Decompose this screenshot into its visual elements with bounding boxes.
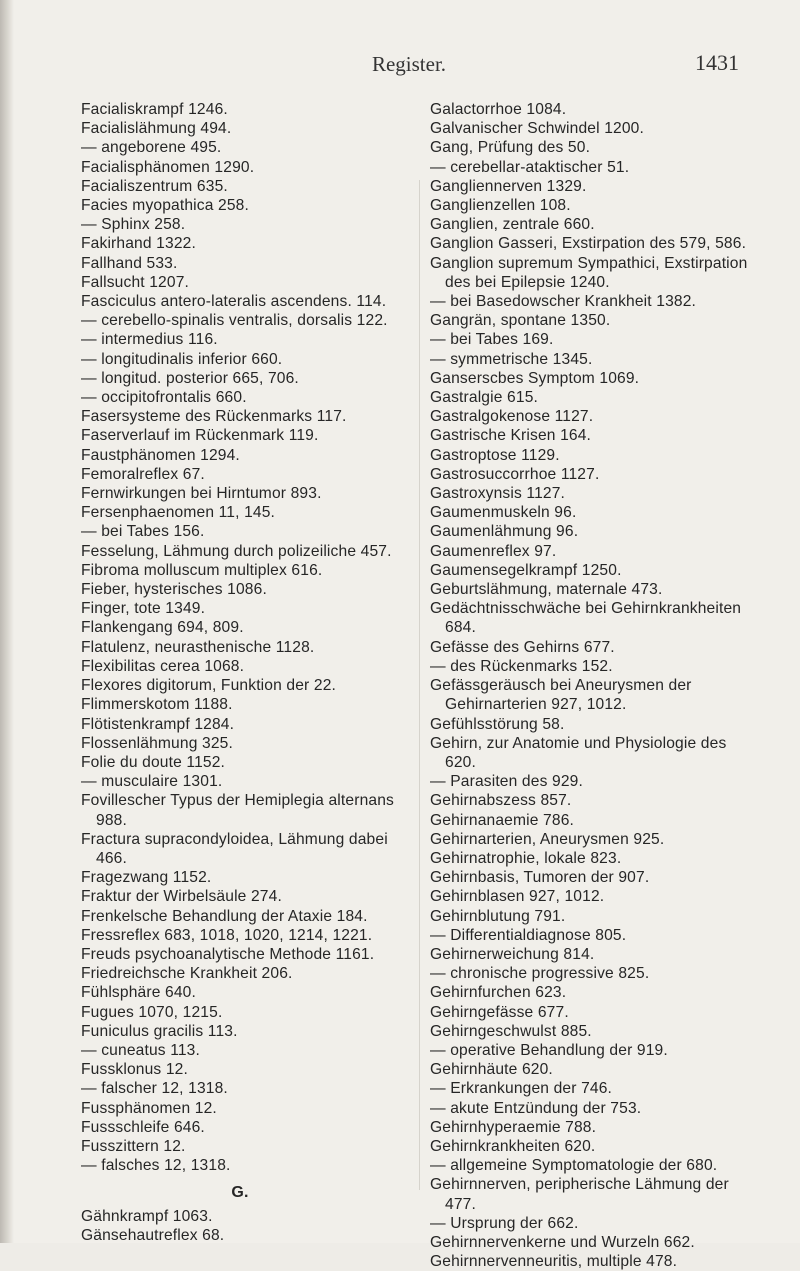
index-column-left <box>81 100 399 1245</box>
index-entry: Fallhand 533. <box>81 254 178 272</box>
index-entry: Finger, tote 1349. <box>81 600 206 618</box>
index-entry: Facialiskrampf 1246. <box>81 101 228 118</box>
index-entry: Flossenlähmung 325. <box>81 734 233 752</box>
index-entry: — cerebellar-ataktischer 51. <box>430 158 630 176</box>
index-entry: — allgemeine Symptomatologie der 680. <box>430 1157 718 1175</box>
index-entry: Faserverlauf im Rückenmark 119. <box>81 427 319 445</box>
section-letter: G. <box>231 1184 249 1202</box>
index-entry: Gefässe des Gehirns 677. <box>430 638 615 656</box>
index-entry: Geburtslähmung, maternale 473. <box>430 581 663 599</box>
index-entry: Gastroptose 1129. <box>430 446 560 464</box>
index-entry: — falscher 12, 1318. <box>81 1080 228 1098</box>
index-entry: Freuds psychoanalytische Methode 1161. <box>81 945 375 963</box>
index-entry: Gänsehautreflex 68. <box>81 1226 225 1244</box>
index-entry: Gehirnatrophie, lokale 823. <box>430 849 622 867</box>
index-entry: Femoralreflex 67. <box>81 465 205 483</box>
index-entry: — Sphinx 258. <box>81 216 186 234</box>
right-entries-list <box>430 100 748 1271</box>
index-entry: Fersenphaenomen 11, 145. <box>81 504 276 522</box>
index-entry: Gähnkrampf 1063. <box>81 1207 213 1225</box>
index-entry: Gaumensegelkrampf 1250. <box>430 561 622 579</box>
index-entry: Flimmerskotom 1188. <box>81 696 233 714</box>
index-entry: — Parasiten des 929. <box>430 773 583 791</box>
index-entry: Flankengang 694, 809. <box>81 619 244 637</box>
index-entry: Gangrän, spontane 1350. <box>430 312 611 330</box>
index-entry: — bei Tabes 156. <box>81 523 205 541</box>
index-entry: Ganserscbes Symptom 1069. <box>430 369 640 387</box>
index-entry: Gehirnfurchen 623. <box>430 984 567 1002</box>
index-entry: — falsches 12, 1318. <box>81 1157 231 1175</box>
index-entry: — intermedius 116. <box>81 331 218 349</box>
index-entry: Gedächtnisschwäche bei Gehirnkrankheiten 684. <box>430 600 742 637</box>
index-entry: Gaumenmuskeln 96. <box>430 504 577 522</box>
index-entry: Friedreichsche Krankheit 206. <box>81 965 293 983</box>
index-entry: Fragezwang 1152. <box>81 869 212 887</box>
index-entry: — akute Entzündung der 753. <box>430 1099 642 1117</box>
left-entries-list <box>81 100 399 1175</box>
index-entry: Fussphänomen 12. <box>81 1099 217 1117</box>
index-entry: — Ursprung der 662. <box>430 1214 579 1232</box>
index-entry: Ganglion supremum Sympathici, Exstirpation des bei Epilepsie 1240. <box>430 254 748 291</box>
index-entry: — operative Behandlung der 919. <box>430 1041 668 1059</box>
index-entry: — musculaire 1301. <box>81 773 223 791</box>
index-entry: Gaumenlähmung 96. <box>430 523 579 541</box>
index-entry: Gefühlsstörung 58. <box>430 715 565 733</box>
index-entry: Gehirnanaemie 786. <box>430 811 575 829</box>
index-entry: Galvanischer Schwindel 1200. <box>430 120 644 138</box>
index-entry: Fovillescher Typus der Hemiplegia alternans 988. <box>81 792 394 829</box>
index-entry: Ganglion Gasseri, Exstirpation des 579, 586. <box>430 235 747 253</box>
index-entry: — symmetrische 1345. <box>430 350 593 368</box>
index-entry: Frenkelsche Behandlung der Ataxie 184. <box>81 907 368 925</box>
index-entry: Gangliennerven 1329. <box>430 177 587 195</box>
index-entry: Gehirnnervenkerne und Wurzeln 662. <box>430 1233 695 1251</box>
index-entry: Galactorrhoe 1084. <box>430 101 567 118</box>
index-entry: Funiculus gracilis 113. <box>81 1022 238 1040</box>
index-entry: Gehirnblasen 927, 1012. <box>430 888 605 906</box>
index-entry: Gastroxynsis 1127. <box>430 485 566 503</box>
index-entry: Gastralgie 615. <box>430 389 539 407</box>
index-entry: Fussklonus 12. <box>81 1061 188 1079</box>
index-entry: Fractura supracondyloidea, Lähmung dabei 466. <box>81 830 388 867</box>
index-entry: Fibroma molluscum multiplex 616. <box>81 561 323 579</box>
index-entry: Gehirnarterien, Aneurysmen 925. <box>430 830 665 848</box>
index-entry: Facialiszentrum 635. <box>81 177 228 195</box>
index-entry: Fieber, hysterisches 1086. <box>81 581 267 599</box>
index-entry: Faustphänomen 1294. <box>81 446 240 464</box>
index-entry: Fasersysteme des Rückenmarks 117. <box>81 408 347 426</box>
index-entry: Facialisphänomen 1290. <box>81 158 255 176</box>
index-entry: Flexibilitas cerea 1068. <box>81 657 245 675</box>
index-column-right <box>430 100 748 1271</box>
index-entry: Ganglien, zentrale 660. <box>430 216 595 234</box>
index-entry: Fallsucht 1207. <box>81 273 190 291</box>
index-entry: Gehirnblutung 791. <box>430 907 566 925</box>
page-number: 1431 <box>695 50 739 75</box>
index-entry: Gehirnbasis, Tumoren der 907. <box>430 869 650 887</box>
index-entry: Fakirhand 1322. <box>81 235 196 253</box>
index-entry: — occipitofrontalis 660. <box>81 389 247 407</box>
index-entry: Gastralgokenose 1127. <box>430 408 594 426</box>
index-entry: — longitud. posterior 665, 706. <box>81 369 299 387</box>
index-entry: Gehirnhäute 620. <box>430 1061 553 1079</box>
index-entry: — Differentialdiagnose 805. <box>430 926 627 944</box>
index-entry: — bei Tabes 169. <box>430 331 554 349</box>
page-header-title: Register. <box>371 52 447 76</box>
index-entry: Gehirnkrankheiten 620. <box>430 1137 596 1155</box>
index-entry: — Erkrankungen der 746. <box>430 1080 613 1098</box>
index-entry: Gehirnhyperaemie 788. <box>430 1118 597 1136</box>
index-entry: Gang, Prüfung des 50. <box>430 139 591 157</box>
index-entry: Gehirnnerven, peripherische Lähmung der 477. <box>430 1176 729 1213</box>
binding-edge <box>0 0 14 1243</box>
index-entry: — angeborene 495. <box>81 139 222 157</box>
index-entry: — cuneatus 113. <box>81 1041 200 1059</box>
index-entry: Folie du doute 1152. <box>81 753 226 771</box>
index-entry: Gehirn, zur Anatomie und Physiologie des 620. <box>430 734 727 771</box>
column-divider <box>419 180 420 1190</box>
index-entry: Flexores digitorum, Funktion der 22. <box>81 677 337 695</box>
index-entry: Flatulenz, neurasthenische 1128. <box>81 638 315 656</box>
index-entry: Gaumenreflex 97. <box>430 542 557 560</box>
index-entry: Fesselung, Lähmung durch polizeiliche 457. <box>81 542 392 560</box>
index-entry: Fussschleife 646. <box>81 1118 205 1136</box>
index-entry: Fraktur der Wirbelsäule 274. <box>81 888 282 906</box>
index-entry: Facialislähmung 494. <box>81 120 232 138</box>
index-entry: Gastrosuccorrhoe 1127. <box>430 465 600 483</box>
index-entry: Gehirngeschwulst 885. <box>430 1022 592 1040</box>
index-entry: Gehirnabszess 857. <box>430 792 572 810</box>
index-entry: Fasciculus antero-lateralis ascendens. 114. <box>81 293 387 311</box>
index-entry: — des Rückenmarks 152. <box>430 657 613 675</box>
index-entry: Gehirnerweichung 814. <box>430 945 595 963</box>
index-entry: — cerebello-spinalis ventralis, dorsalis 122. <box>81 312 388 330</box>
index-entry: — bei Basedowscher Krankheit 1382. <box>430 293 697 311</box>
index-entry: Fugues 1070, 1215. <box>81 1003 223 1021</box>
left-after-list <box>81 1207 399 1245</box>
index-entry: Fernwirkungen bei Hirntumor 893. <box>81 485 322 503</box>
index-entry: Gefässgeräusch bei Aneurysmen der Gehirnarterien 927, 1012. <box>430 677 692 714</box>
index-entry: Fressreflex 683, 1018, 1020, 1214, 1221. <box>81 926 373 944</box>
index-entry: — chronische progressive 825. <box>430 965 650 983</box>
index-entry: Ganglienzellen 108. <box>430 197 571 215</box>
index-entry: — longitudinalis inferior 660. <box>81 350 283 368</box>
index-entry: Fühlsphäre 640. <box>81 984 196 1002</box>
index-entry: Fusszittern 12. <box>81 1137 186 1155</box>
index-entry: Flötistenkrampf 1284. <box>81 715 235 733</box>
index-entry: Facies myopathica 258. <box>81 197 249 215</box>
index-entry: Gastrische Krisen 164. <box>430 427 592 445</box>
index-entry: Gehirnnervenneuritis, multiple 478. <box>430 1253 678 1271</box>
index-entry: Gehirngefässe 677. <box>430 1003 569 1021</box>
